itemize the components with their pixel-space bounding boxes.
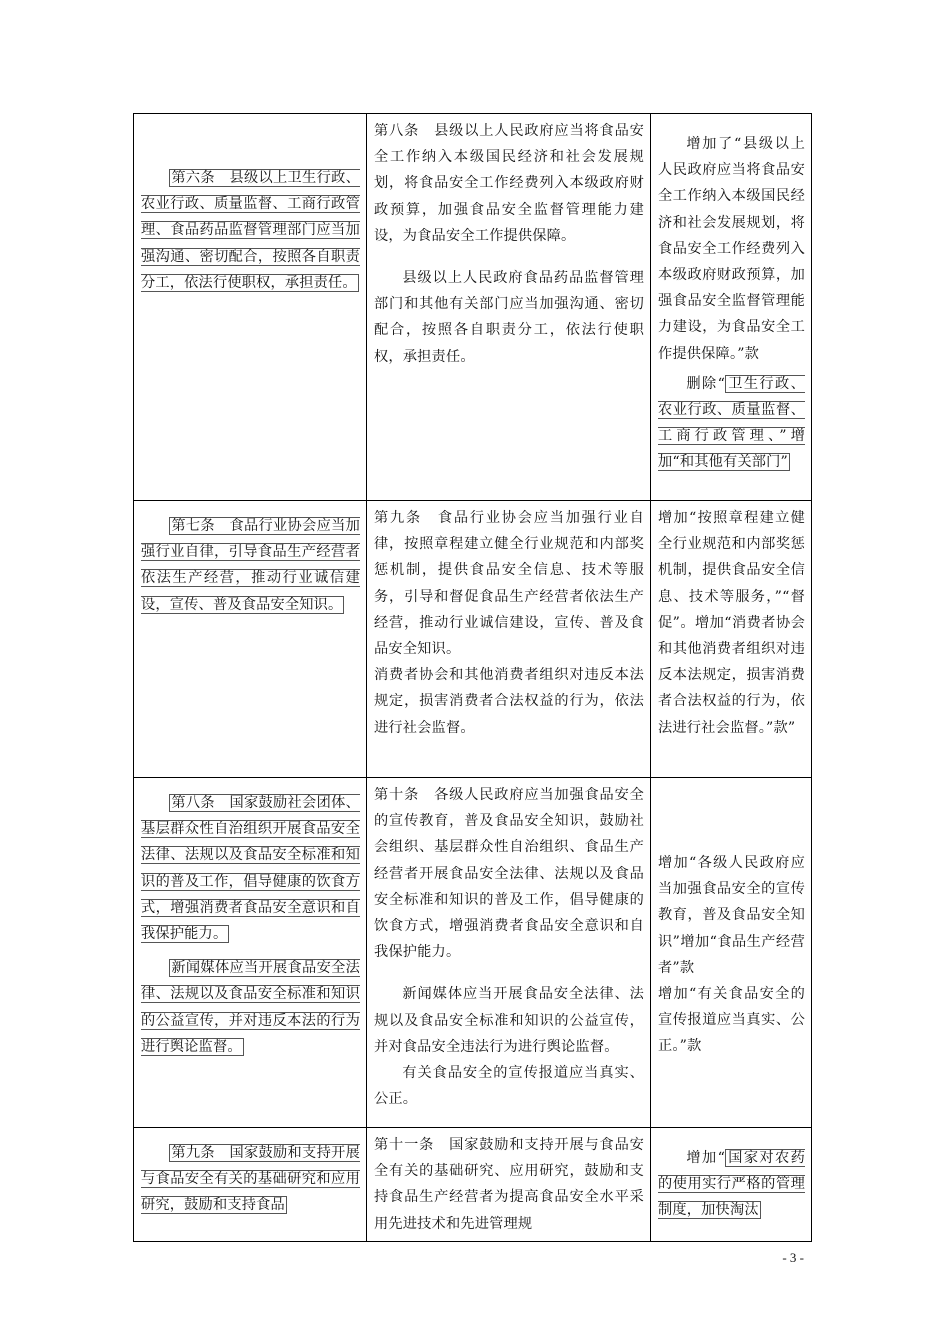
old-article-cell: [134, 1128, 367, 1242]
new-article-text: 消费者协会和其他消费者组织对违反本法规定，损害消费者合法权益的行为，依法进行社会监督。: [374, 667, 644, 736]
change-note-boxed-text: 卫生行政、农业行政、质量监督、工商行政管理、”增加“和其他有关部门”: [658, 375, 805, 471]
comparison-table: [133, 113, 812, 1242]
old-article-text: 第九条 国家鼓励和支持开展与食品安全有关的基础研究和应用研究，鼓励和支持食品: [141, 1145, 360, 1214]
change-note-cell: [651, 1128, 812, 1242]
new-article-cell: [367, 114, 651, 501]
new-article-text: 新闻媒体应当开展食品安全法律、法规以及食品安全标准和知识的公益宣传，并对食品安全违法行为进行舆论监督。: [374, 986, 644, 1055]
old-article-cell: [134, 114, 367, 501]
change-note-text: 删除“: [686, 375, 726, 392]
change-note-cell: [651, 778, 812, 1128]
page-number: - 3 -: [782, 1250, 804, 1265]
table-row: [134, 114, 812, 501]
new-article-text: 第十条 各级人民政府应当加强食品安全的宣传教育，普及食品安全知识，鼓励社会组织、基层群众性自治组织、食品生产经营者开展食品安全法律、法规以及食品安全标准和知识的普及工作，倡导健康的饮食方式，增强消费者食品安全意识和自我保护能力。: [374, 787, 644, 961]
change-note-boxed-text: 国家对农药的使用实行严格的管理制度，加快淘汰: [658, 1150, 805, 1219]
new-article-text: 第八条 县级以上人民政府应当将食品安全工作纳入本级国民经济和社会发展规划，将食品安全工作经费列入本级政府财政预算，加强食品安全监督管理能力建设，为食品安全工作提供保障。: [374, 123, 644, 244]
old-article-text: 新闻媒体应当开展食品安全法律、法规以及食品安全标准和知识的公益宣传，并对违反本法的行为进行舆论监督。: [141, 960, 360, 1055]
table-row: [134, 1128, 812, 1242]
old-article-cell: [134, 501, 367, 778]
old-article-text: 第六条 县级以上卫生行政、农业行政、质量监督、工商行政管理、食品药品监督管理部门应当加强沟通、密切配合，按照各自职责分工，依法行使职权，承担责任。: [141, 170, 360, 291]
new-article-text: 有关食品安全的宣传报道应当真实、公正。: [374, 1065, 644, 1108]
new-article-cell: [367, 1128, 651, 1242]
old-article-text: 第八条 国家鼓励社会团体、基层群众性自治组织开展食品安全法律、法规以及食品安全标准和知识的普及工作，倡导健康的饮食方式，增强消费者食品安全意识和自我保护能力。: [141, 795, 360, 943]
change-note-text: 增加“各级人民政府应当加强食品安全的宣传教育，普及食品安全知识”增加“食品生产经营者”款: [658, 855, 805, 976]
change-note-cell: [651, 114, 812, 501]
table-row: [134, 778, 812, 1128]
change-note-text: 增加“按照章程建立健全行业规范和内部奖惩机制，提供食品安全信息、技术等服务，”“督促”。增加“消费者协会和其他消费者组织对违反本法规定，损害消费者合法权益的行为，依法进行社会监督。”款”: [658, 510, 805, 736]
change-note-text: 增加“有关食品安全的宣传报道应当真实、公正。”款: [658, 986, 805, 1055]
change-note-text: 增加“: [686, 1150, 726, 1166]
change-note-cell: [651, 501, 812, 778]
new-article-text: 第十一条 国家鼓励和支持开展与食品安全有关的基础研究、应用研究，鼓励和支持食品生产经营者为提高食品安全水平采用先进技术和先进管理规: [374, 1137, 644, 1232]
new-article-text: 县级以上人民政府食品药品监督管理部门和其他有关部门应当加强沟通、密切配合，按照各自职责分工，依法行使职权，承担责任。: [374, 270, 644, 365]
change-note-text: 增加了“县级以上人民政府应当将食品安全工作纳入本级国民经济和社会发展规划，将食品安全工作经费列入本级政府财政预算，加强食品安全监督管理能力建设，为食品安全工作提供保障。”款: [658, 136, 805, 362]
new-article-text: 第九条 食品行业协会应当加强行业自律，按照章程建立健全行业规范和内部奖惩机制，提供食品安全信息、技术等服务，引导和督促食品生产经营者依法生产经营，推动行业诚信建设，宣传、普及食品安全知识。: [374, 510, 644, 658]
table-row: [134, 501, 812, 778]
old-article-text: 第七条 食品行业协会应当加强行业自律，引导食品生产经营者依法生产经营，推动行业诚信建设，宣传、普及食品安全知识。: [141, 518, 360, 613]
old-article-cell: [134, 778, 367, 1128]
new-article-cell: [367, 778, 651, 1128]
new-article-cell: [367, 501, 651, 778]
